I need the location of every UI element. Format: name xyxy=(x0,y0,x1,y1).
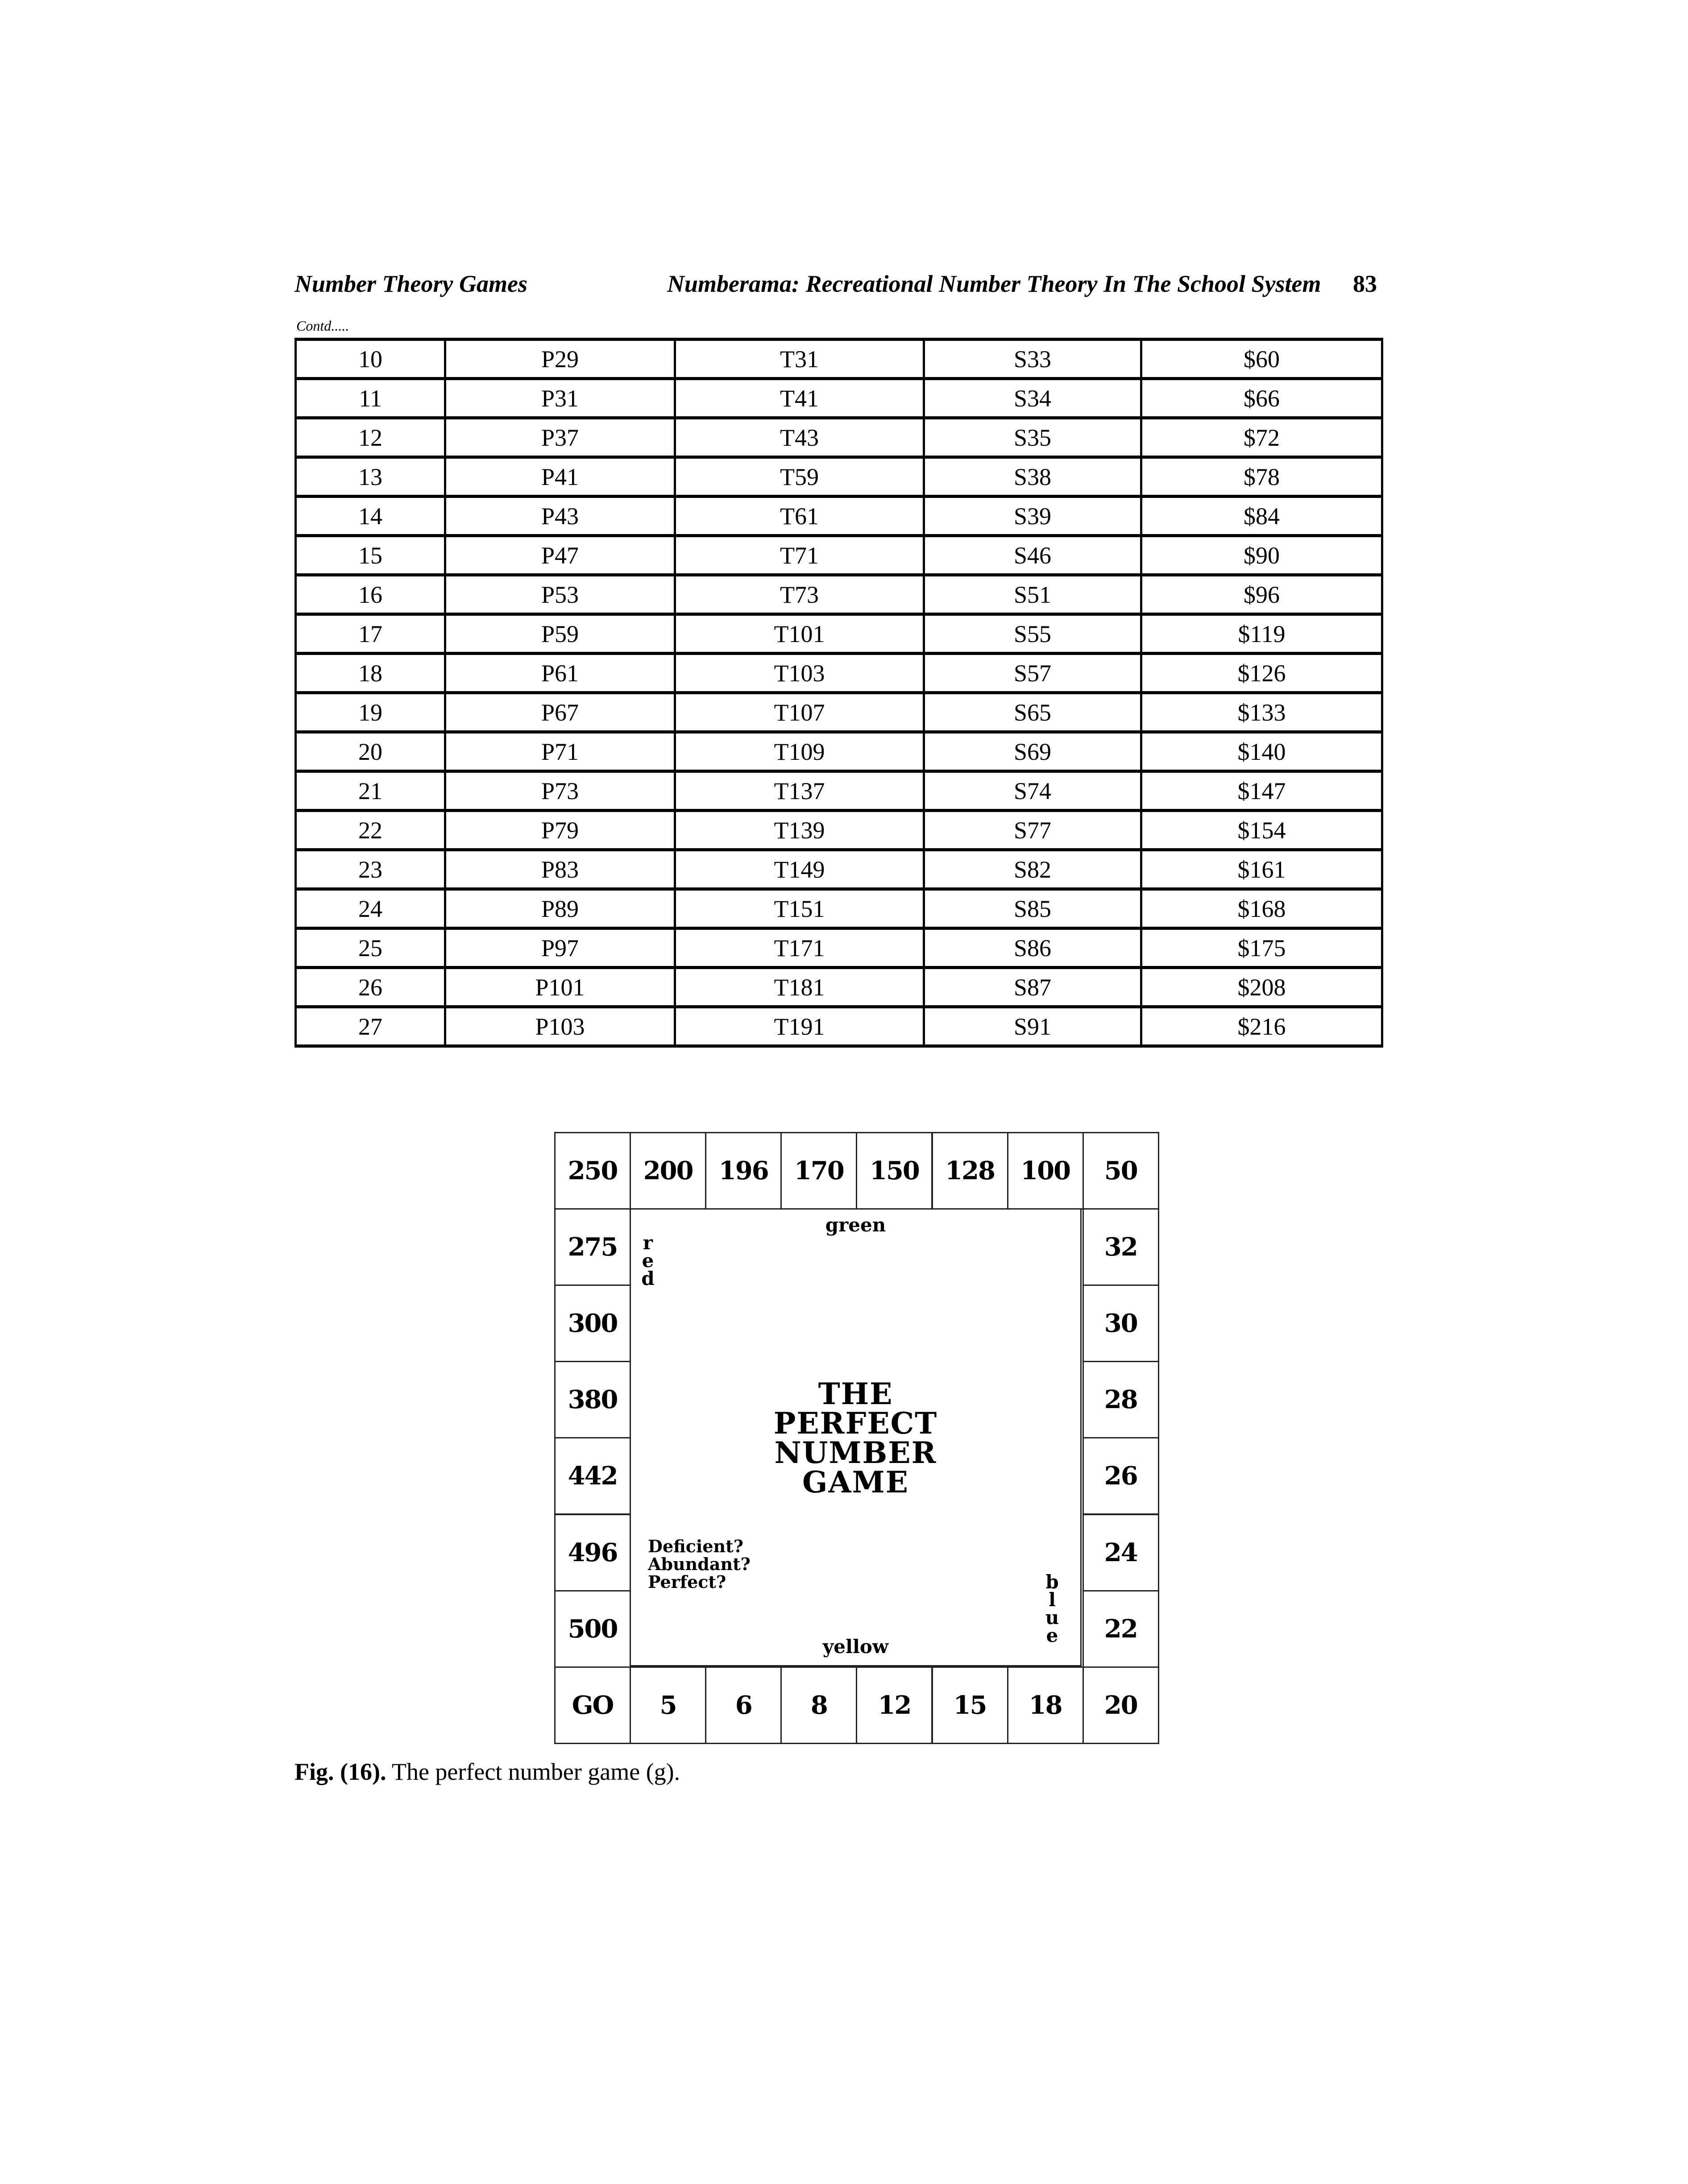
board-square: 200 xyxy=(630,1132,706,1210)
game-title-line: GAME xyxy=(802,1465,909,1500)
table-cell: P83 xyxy=(445,850,675,889)
running-header-right: Numberama: Recreational Number Theory In The School System xyxy=(667,270,1321,297)
table-cell: $208 xyxy=(1141,968,1382,1007)
table-cell: T41 xyxy=(675,379,924,418)
table-row xyxy=(296,654,1382,693)
table-cell: 15 xyxy=(296,536,445,575)
table-cell: S69 xyxy=(924,732,1141,771)
table-cell: $119 xyxy=(1141,614,1382,654)
table-cell: $216 xyxy=(1141,1007,1382,1046)
table-cell: 11 xyxy=(296,379,445,418)
table-cell: S87 xyxy=(924,968,1141,1007)
board-square: 50 xyxy=(1082,1132,1159,1210)
page-number: 83 xyxy=(1353,270,1377,297)
board-square: GO xyxy=(554,1666,631,1744)
continued-label: Contd..... xyxy=(296,318,349,334)
table-cell: S65 xyxy=(924,693,1141,732)
table-cell: 19 xyxy=(296,693,445,732)
table-cell: P61 xyxy=(445,654,675,693)
table-cell: T171 xyxy=(675,928,924,968)
table-row xyxy=(296,457,1382,497)
table-cell: P47 xyxy=(445,536,675,575)
question-list xyxy=(648,1538,751,1591)
table-cell: P53 xyxy=(445,575,675,614)
board-square: 496 xyxy=(554,1514,631,1591)
table-cell: 22 xyxy=(296,811,445,850)
table-cell: $84 xyxy=(1141,497,1382,536)
board-square: 12 xyxy=(856,1666,933,1744)
table-cell: P41 xyxy=(445,457,675,497)
table-cell: T103 xyxy=(675,654,924,693)
table-cell: P101 xyxy=(445,968,675,1007)
table-cell: 21 xyxy=(296,771,445,811)
table-cell: P59 xyxy=(445,614,675,654)
table-cell: $175 xyxy=(1141,928,1382,968)
color-label-green: green xyxy=(825,1214,886,1236)
board-square: 18 xyxy=(1007,1666,1084,1744)
board-center xyxy=(630,1208,1082,1666)
board-square: 26 xyxy=(1082,1437,1159,1515)
table-cell: P89 xyxy=(445,889,675,928)
table-cell: T149 xyxy=(675,850,924,889)
question-item: Abundant? xyxy=(648,1554,751,1574)
board-square: 20 xyxy=(1082,1666,1159,1744)
board-square: 5 xyxy=(630,1666,706,1744)
table-cell: 10 xyxy=(296,340,445,379)
table-cell: S74 xyxy=(924,771,1141,811)
table-cell: P37 xyxy=(445,418,675,457)
table-cell: $133 xyxy=(1141,693,1382,732)
table-cell: T101 xyxy=(675,614,924,654)
table-cell: P29 xyxy=(445,340,675,379)
table-cell: T43 xyxy=(675,418,924,457)
table-cell: $147 xyxy=(1141,771,1382,811)
table-cell: P67 xyxy=(445,693,675,732)
table-cell: $72 xyxy=(1141,418,1382,457)
board-square: 32 xyxy=(1082,1208,1159,1286)
table-row xyxy=(296,811,1382,850)
table-cell: $154 xyxy=(1141,811,1382,850)
table-cell: P43 xyxy=(445,497,675,536)
table-cell: 27 xyxy=(296,1007,445,1046)
table-row xyxy=(296,1007,1382,1046)
game-title-line: NUMBER xyxy=(774,1435,937,1470)
board-square: 6 xyxy=(705,1666,782,1744)
table-cell: 14 xyxy=(296,497,445,536)
table-row xyxy=(296,732,1382,771)
table-cell: $126 xyxy=(1141,654,1382,693)
table-cell: $60 xyxy=(1141,340,1382,379)
table-cell: T181 xyxy=(675,968,924,1007)
table-cell: P71 xyxy=(445,732,675,771)
table-cell: 23 xyxy=(296,850,445,889)
table-row xyxy=(296,928,1382,968)
table-cell: 18 xyxy=(296,654,445,693)
table-cell: T61 xyxy=(675,497,924,536)
table-cell: $168 xyxy=(1141,889,1382,928)
table-cell: 16 xyxy=(296,575,445,614)
table-cell: 26 xyxy=(296,968,445,1007)
table-cell: T31 xyxy=(675,340,924,379)
table-cell: S38 xyxy=(924,457,1141,497)
table-cell: $90 xyxy=(1141,536,1382,575)
color-label-yellow: yellow xyxy=(822,1636,889,1658)
table-cell: S34 xyxy=(924,379,1141,418)
board-square: 500 xyxy=(554,1590,631,1668)
table-cell: 17 xyxy=(296,614,445,654)
table-cell: S51 xyxy=(924,575,1141,614)
table-cell: P97 xyxy=(445,928,675,968)
figure-caption-label: Fig. (16). xyxy=(294,1758,386,1785)
table-cell: P79 xyxy=(445,811,675,850)
table-cell: $78 xyxy=(1141,457,1382,497)
board-square: 196 xyxy=(705,1132,782,1210)
table-cell: 20 xyxy=(296,732,445,771)
board-square: 170 xyxy=(780,1132,857,1210)
table-row xyxy=(296,771,1382,811)
table-cell: 24 xyxy=(296,889,445,928)
table-cell: S55 xyxy=(924,614,1141,654)
table-cell: P31 xyxy=(445,379,675,418)
table-row xyxy=(296,850,1382,889)
color-label-blue: blue xyxy=(1045,1571,1059,1646)
board-square: 128 xyxy=(932,1132,1008,1210)
table-cell: $140 xyxy=(1141,732,1382,771)
table-cell: S82 xyxy=(924,850,1141,889)
table-cell: S46 xyxy=(924,536,1141,575)
table-cell: T191 xyxy=(675,1007,924,1046)
board-square: 250 xyxy=(554,1132,631,1210)
table-row xyxy=(296,340,1382,379)
table-cell: T59 xyxy=(675,457,924,497)
table-cell: 25 xyxy=(296,928,445,968)
table-cell: S35 xyxy=(924,418,1141,457)
board-square: 30 xyxy=(1082,1285,1159,1362)
number-table xyxy=(294,338,1383,1048)
game-title-line: PERFECT xyxy=(773,1406,938,1441)
table-row xyxy=(296,418,1382,457)
table-cell: S77 xyxy=(924,811,1141,850)
table-cell: $66 xyxy=(1141,379,1382,418)
table-row xyxy=(296,497,1382,536)
table-cell: S33 xyxy=(924,340,1141,379)
table-cell: T139 xyxy=(675,811,924,850)
board-square: 380 xyxy=(554,1361,631,1438)
table-row xyxy=(296,889,1382,928)
color-label-red: red xyxy=(641,1232,655,1289)
question-item: Perfect? xyxy=(648,1572,726,1592)
perfect-number-game-board xyxy=(554,1132,1157,1743)
table-row xyxy=(296,536,1382,575)
table-cell: T71 xyxy=(675,536,924,575)
table-row xyxy=(296,379,1382,418)
board-square: 22 xyxy=(1082,1590,1159,1668)
table-cell: P73 xyxy=(445,771,675,811)
question-item: Deficient? xyxy=(648,1536,743,1556)
table-cell: S39 xyxy=(924,497,1141,536)
table-row xyxy=(296,575,1382,614)
board-square: 28 xyxy=(1082,1361,1159,1438)
board-square: 150 xyxy=(856,1132,933,1210)
table-cell: T109 xyxy=(675,732,924,771)
figure-caption-text: The perfect number game (g). xyxy=(386,1758,680,1785)
table-row xyxy=(296,614,1382,654)
table-cell: 13 xyxy=(296,457,445,497)
table-cell: 12 xyxy=(296,418,445,457)
board-square: 442 xyxy=(554,1437,631,1515)
table-cell: $161 xyxy=(1141,850,1382,889)
table-row xyxy=(296,968,1382,1007)
board-square: 275 xyxy=(554,1208,631,1286)
table-cell: T137 xyxy=(675,771,924,811)
board-square: 8 xyxy=(780,1666,857,1744)
table-cell: T107 xyxy=(675,693,924,732)
running-header-left: Number Theory Games xyxy=(294,270,527,297)
table-cell: T151 xyxy=(675,889,924,928)
game-title-line: THE xyxy=(818,1376,893,1411)
table-row xyxy=(296,693,1382,732)
table-cell: T73 xyxy=(675,575,924,614)
figure-caption xyxy=(294,1758,680,1786)
table-cell: $96 xyxy=(1141,575,1382,614)
table-cell: S86 xyxy=(924,928,1141,968)
board-square: 15 xyxy=(932,1666,1008,1744)
game-title xyxy=(631,1376,1080,1500)
board-square: 24 xyxy=(1082,1514,1159,1591)
table-cell: S85 xyxy=(924,889,1141,928)
table-cell: S57 xyxy=(924,654,1141,693)
board-square: 300 xyxy=(554,1285,631,1362)
table-cell: P103 xyxy=(445,1007,675,1046)
table-cell: S91 xyxy=(924,1007,1141,1046)
board-square: 100 xyxy=(1007,1132,1084,1210)
